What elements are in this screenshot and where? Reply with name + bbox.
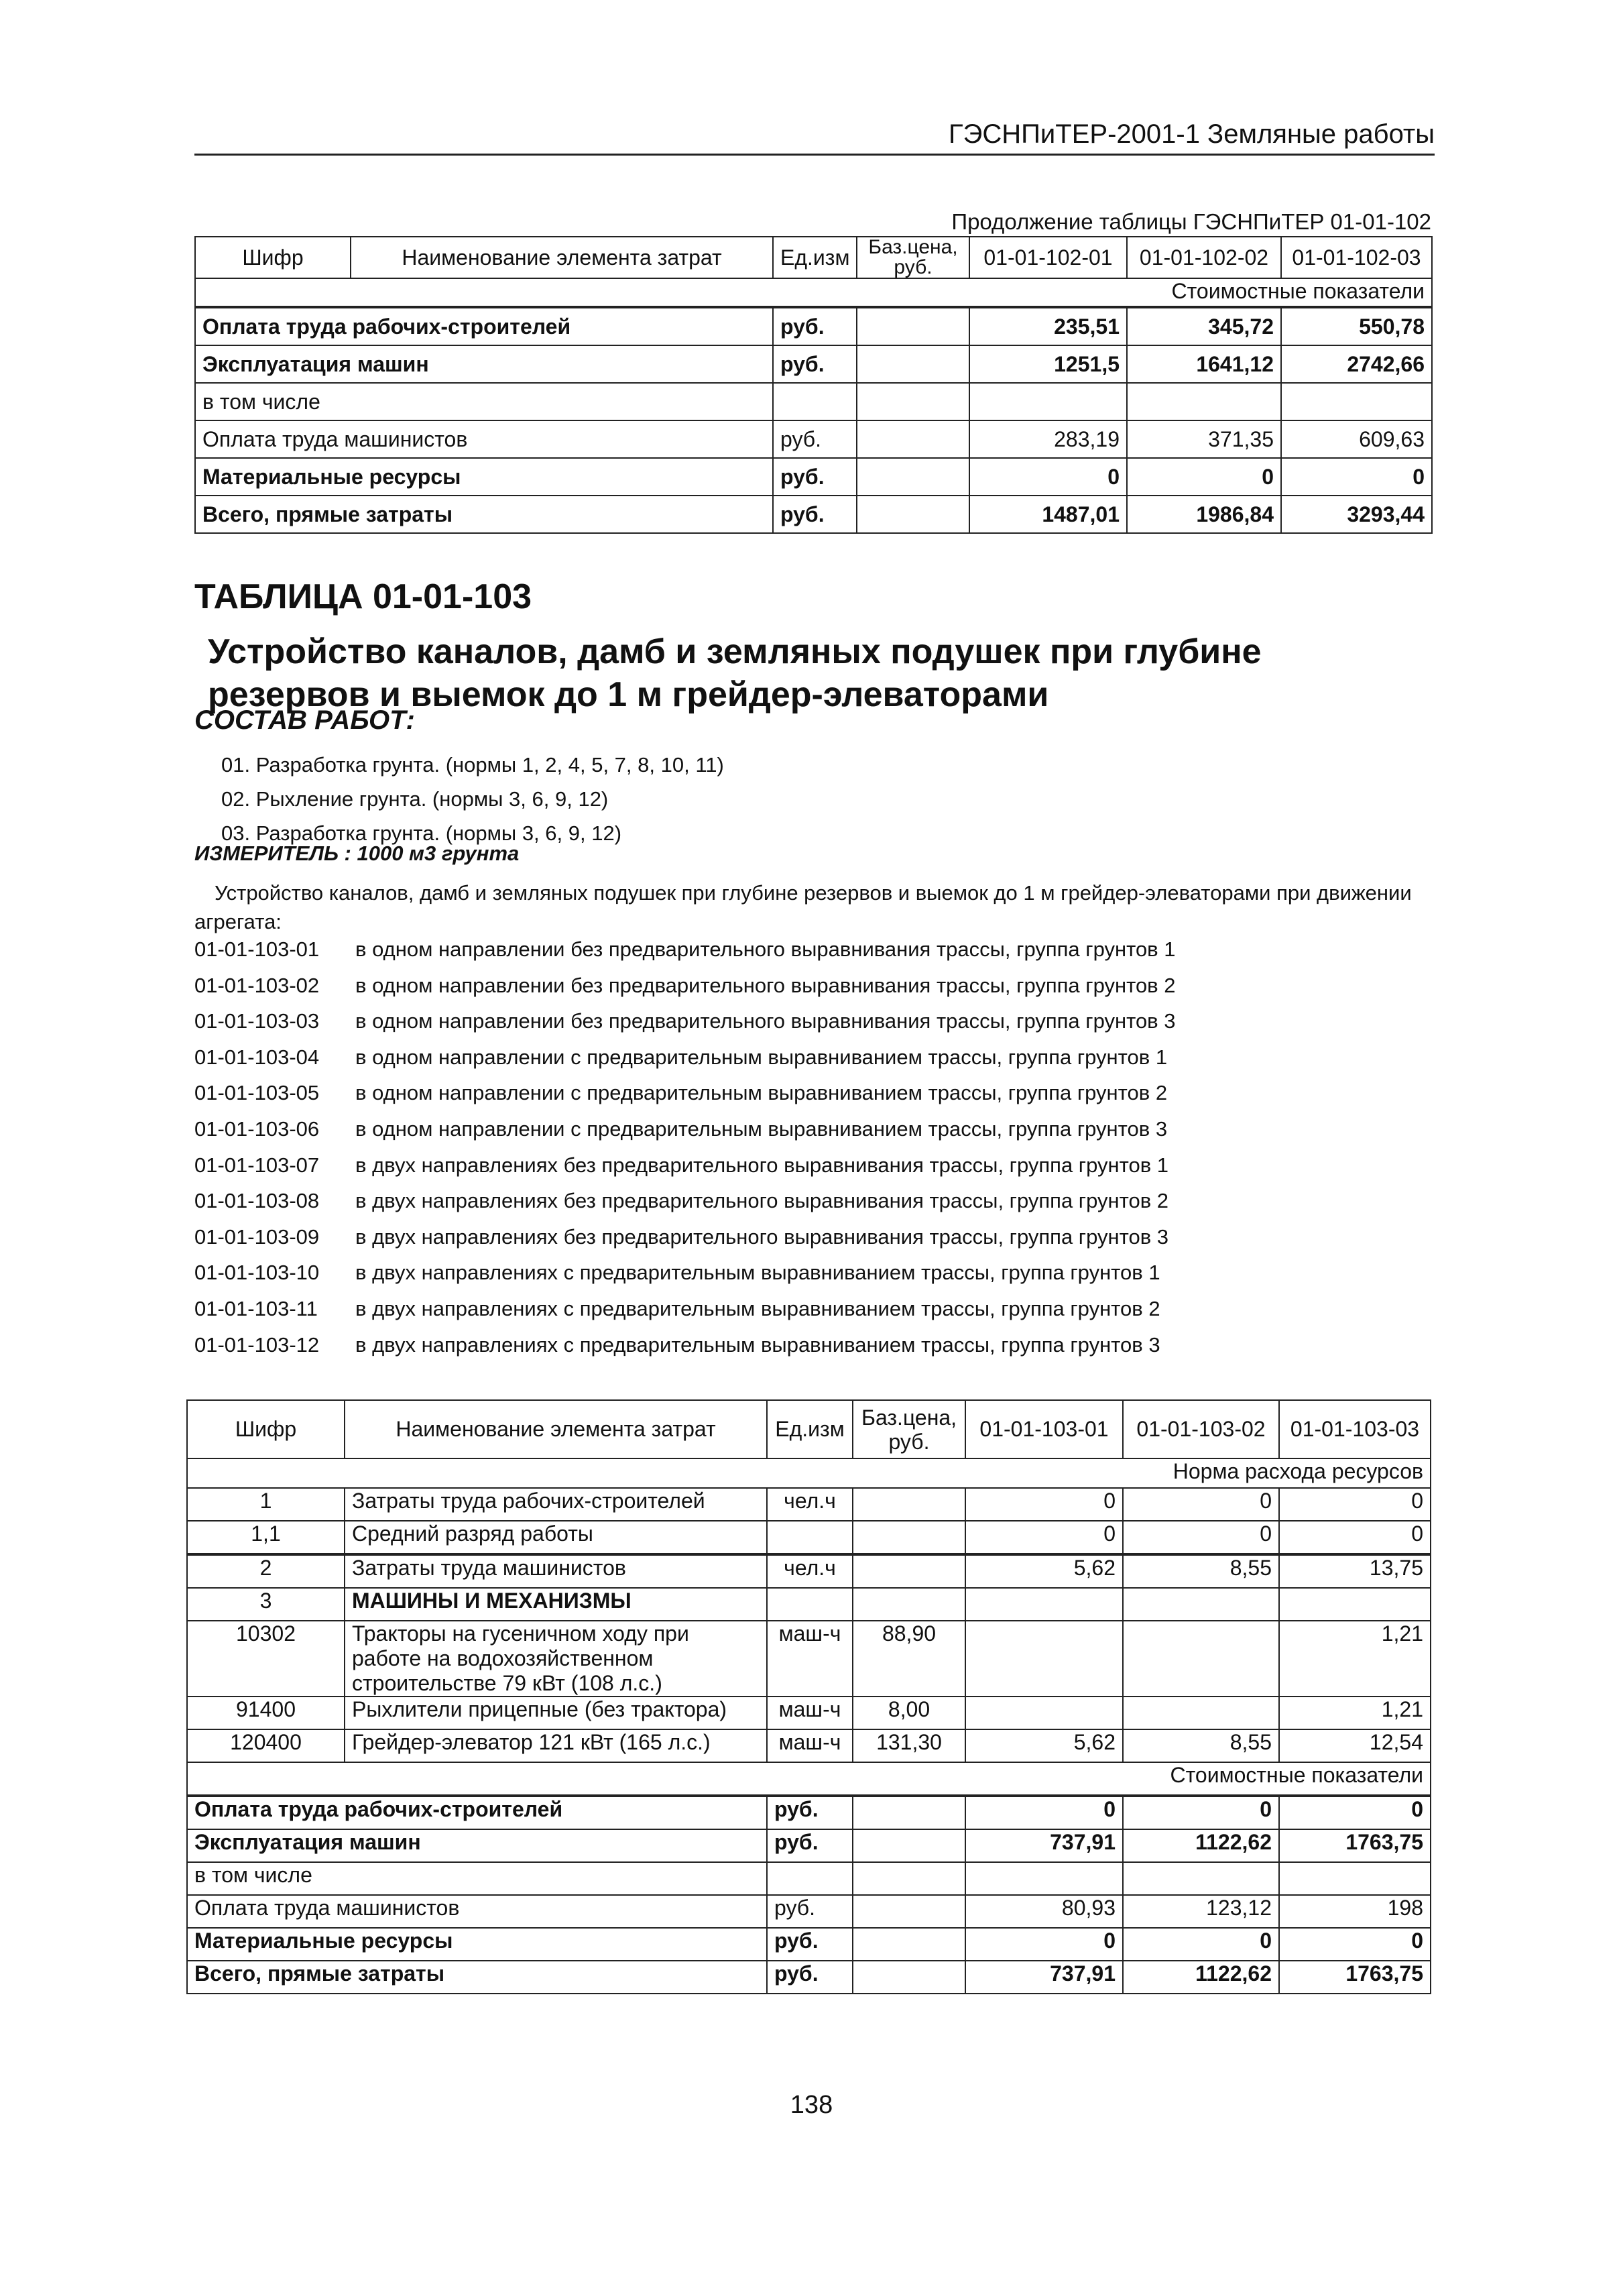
row-value: 0	[965, 1521, 1123, 1554]
work-item: 01. Разработка грунта. (нормы 1, 2, 4, 5, 7, 8, 10, 11)	[221, 753, 724, 777]
norm-text: в одном направлении без предварительного выравнивания трассы, группа грунтов 2	[355, 973, 1176, 997]
row-value: 0	[969, 458, 1127, 496]
resource-table-01-01-103	[186, 1399, 1431, 1994]
norm-item	[194, 1333, 1176, 1369]
table-row	[195, 420, 1432, 458]
table-row	[195, 383, 1432, 420]
row-value: 1487,01	[969, 496, 1127, 533]
row-value	[965, 1697, 1123, 1729]
row-value: 0	[1279, 1488, 1431, 1521]
row-unit: маш-ч	[767, 1729, 853, 1762]
row-value: 0	[965, 1796, 1123, 1829]
row-name: Средний разряд работы	[345, 1521, 767, 1554]
header-cell: Шифр	[195, 237, 351, 278]
running-header: ГЭСНПиТЕР-2001-1 Земляные работы	[194, 119, 1435, 156]
row-value	[965, 1862, 1123, 1895]
row-price	[853, 1928, 965, 1961]
table-title: ТАБЛИЦА 01-01-103	[194, 577, 532, 616]
row-code: 120400	[187, 1729, 345, 1762]
section-label: Стоимостные показатели	[187, 1762, 1431, 1796]
table-continuation-note: Продолжение таблицы ГЭСНПиТЕР 01-01-102	[951, 209, 1431, 234]
row-code: 91400	[187, 1697, 345, 1729]
row-code: 2	[187, 1554, 345, 1588]
row-value: 0	[1279, 1928, 1431, 1961]
row-value: 0	[1123, 1488, 1279, 1521]
row-value: 1986,84	[1127, 496, 1281, 533]
norm-text: в одном направлении без предварительного выравнивания трассы, группа грунтов 3	[355, 1009, 1176, 1033]
row-value	[969, 383, 1127, 420]
row-unit: руб.	[767, 1829, 853, 1862]
row-unit: маш-ч	[767, 1621, 853, 1697]
row-value	[1279, 1588, 1431, 1621]
row-value: 3293,44	[1281, 496, 1432, 533]
norm-item	[194, 1153, 1176, 1190]
unit-of-measure: ИЗМЕРИТЕЛЬ : 1000 м3 грунта	[194, 842, 520, 865]
table-row	[187, 1862, 1431, 1895]
row-name: Грейдер-элеватор 121 кВт (165 л.с.)	[345, 1729, 767, 1762]
row-unit: руб.	[773, 307, 857, 345]
norm-code: 01-01-103-04	[194, 1045, 320, 1069]
row-price	[853, 1895, 965, 1928]
norm-code: 01-01-103-06	[194, 1116, 320, 1141]
norm-item	[194, 1045, 1176, 1082]
norm-code: 01-01-103-05	[194, 1081, 320, 1105]
header-cell: Наименование элемента затрат	[345, 1400, 767, 1458]
norm-code: 01-01-103-09	[194, 1224, 320, 1249]
row-price	[853, 1488, 965, 1521]
table-row	[187, 1488, 1431, 1521]
row-unit: руб.	[773, 496, 857, 533]
table-row	[187, 1729, 1431, 1762]
row-value: 80,93	[965, 1895, 1123, 1928]
header-cell: Баз.цена, руб.	[857, 237, 969, 278]
row-value: 0	[1123, 1521, 1279, 1554]
norm-item	[194, 1117, 1176, 1153]
norm-code: 01-01-103-08	[194, 1189, 320, 1213]
row-price	[853, 1862, 965, 1895]
cost-table-01-01-102	[194, 236, 1433, 534]
header-cell: Шифр	[187, 1400, 345, 1458]
norm-code: 01-01-103-02	[194, 973, 320, 997]
row-unit: руб.	[767, 1796, 853, 1829]
section-label: Стоимостные показатели	[195, 278, 1432, 307]
row-name: Всего, прямые затраты	[195, 496, 773, 533]
row-unit: чел.ч	[767, 1554, 853, 1588]
row-value: 0	[965, 1488, 1123, 1521]
row-value: 0	[965, 1928, 1123, 1961]
row-value: 1122,62	[1123, 1961, 1279, 1994]
row-name: Оплата труда рабочих-строителей	[195, 307, 773, 345]
row-value: 8,55	[1123, 1554, 1279, 1588]
norm-text: в двух направлениях без предварительного выравнивания трассы, группа грунтов 2	[355, 1189, 1169, 1213]
row-unit: руб.	[767, 1928, 853, 1961]
row-price	[853, 1554, 965, 1588]
page-number: 138	[790, 2091, 833, 2119]
table-row	[187, 1521, 1431, 1554]
norm-item	[194, 937, 1176, 974]
row-price	[853, 1796, 965, 1829]
row-unit: руб.	[767, 1961, 853, 1994]
row-price	[857, 458, 969, 496]
row-name: Всего, прямые затраты	[187, 1961, 767, 1994]
table-row	[195, 496, 1432, 533]
header-cell: 01-01-102-02	[1127, 237, 1281, 278]
row-code: 3	[187, 1588, 345, 1621]
table-row	[187, 1697, 1431, 1729]
row-value: 198	[1279, 1895, 1431, 1928]
header-cell: 01-01-103-01	[965, 1400, 1123, 1458]
row-unit: руб.	[773, 420, 857, 458]
row-value: 5,62	[965, 1729, 1123, 1762]
row-name: МАШИНЫ И МЕХАНИЗМЫ	[345, 1588, 767, 1621]
norm-code: 01-01-103-11	[194, 1296, 318, 1320]
row-price: 8,00	[853, 1697, 965, 1729]
header-cell: 01-01-103-02	[1123, 1400, 1279, 1458]
norm-item	[194, 1297, 1176, 1333]
table-subtitle: Устройство каналов, дамб и земляных подушек при глубине резервов и выемок до 1 м грейдер-элеваторами	[208, 632, 1262, 714]
row-price	[853, 1588, 965, 1621]
table-row	[187, 1961, 1431, 1994]
row-name: Эксплуатация машин	[195, 345, 773, 383]
row-name: Оплата труда машинистов	[187, 1895, 767, 1928]
row-price	[857, 307, 969, 345]
row-value: 0	[1123, 1796, 1279, 1829]
row-value: 1,21	[1279, 1697, 1431, 1729]
row-price: 131,30	[853, 1729, 965, 1762]
row-value	[965, 1621, 1123, 1697]
norm-text: в двух направлениях с предварительным выравниванием трассы, группа грунтов 2	[355, 1296, 1160, 1320]
row-name: Оплата труда машинистов	[195, 420, 773, 458]
row-name: Материальные ресурсы	[187, 1928, 767, 1961]
row-value	[1123, 1697, 1279, 1729]
row-value: 8,55	[1123, 1729, 1279, 1762]
table-row	[187, 1554, 1431, 1588]
row-value: 1763,75	[1279, 1961, 1431, 1994]
norm-item	[194, 1225, 1176, 1261]
norm-text: в двух направлениях без предварительного выравнивания трассы, группа грунтов 1	[355, 1153, 1169, 1177]
row-price	[853, 1961, 965, 1994]
row-value: 0	[1279, 1521, 1431, 1554]
row-value	[1127, 383, 1281, 420]
row-code: 1	[187, 1488, 345, 1521]
work-item: 03. Разработка грунта. (нормы 3, 6, 9, 12)	[221, 821, 622, 845]
norm-text: в двух направлениях с предварительным выравниванием трассы, группа грунтов 3	[355, 1332, 1160, 1357]
norm-code: 01-01-103-10	[194, 1261, 320, 1285]
header-cell: Ед.изм	[773, 237, 857, 278]
row-value: 1763,75	[1279, 1829, 1431, 1862]
norm-code: 01-01-103-01	[194, 937, 320, 961]
header-cell: Баз.цена, руб.	[853, 1400, 965, 1458]
norm-item	[194, 1081, 1176, 1117]
table-row	[187, 1895, 1431, 1928]
table-row	[195, 307, 1432, 345]
norm-item	[194, 1009, 1176, 1045]
row-value: 737,91	[965, 1829, 1123, 1862]
row-name: Затраты труда машинистов	[345, 1554, 767, 1588]
table-row	[187, 1588, 1431, 1621]
norm-code: 01-01-103-03	[194, 1009, 320, 1033]
norm-item	[194, 1189, 1176, 1225]
row-value: 609,63	[1281, 420, 1432, 458]
table-row	[187, 1829, 1431, 1862]
row-name: Тракторы на гусеничном ходу при работе на водохозяйственном строительстве 79 кВт (108 л.с.)	[345, 1621, 767, 1697]
row-price: 88,90	[853, 1621, 965, 1697]
row-value: 123,12	[1123, 1895, 1279, 1928]
header-cell: 01-01-102-01	[969, 237, 1127, 278]
row-value: 2742,66	[1281, 345, 1432, 383]
row-price	[853, 1521, 965, 1554]
table-row	[187, 1928, 1431, 1961]
header-cell: Ед.изм	[767, 1400, 853, 1458]
composition-heading: СОСТАВ РАБОТ:	[194, 705, 415, 735]
work-list	[221, 748, 724, 850]
row-value: 5,62	[965, 1554, 1123, 1588]
row-name: Материальные ресурсы	[195, 458, 773, 496]
row-value: 345,72	[1127, 307, 1281, 345]
norm-code: 01-01-103-12	[194, 1332, 320, 1357]
row-unit: маш-ч	[767, 1697, 853, 1729]
row-value: 550,78	[1281, 307, 1432, 345]
row-name: Рыхлители прицепные (без трактора)	[345, 1697, 767, 1729]
work-item: 02. Рыхление грунта. (нормы 3, 6, 9, 12)	[221, 787, 609, 811]
row-value: 1251,5	[969, 345, 1127, 383]
row-value: 0	[1281, 458, 1432, 496]
row-code: 10302	[187, 1621, 345, 1697]
row-price	[853, 1829, 965, 1862]
row-value: 371,35	[1127, 420, 1281, 458]
row-name: Оплата труда рабочих-строителей	[187, 1796, 767, 1829]
row-value: 0	[1279, 1796, 1431, 1829]
row-unit	[767, 1521, 853, 1554]
row-value	[1123, 1862, 1279, 1895]
table-row	[187, 1621, 1431, 1697]
intro-paragraph: Устройство каналов, дамб и земляных подушек при глубине резервов и выемок до 1 м грейдер-элеваторами при движении агрегата:	[194, 881, 1412, 933]
table-row	[195, 345, 1432, 383]
row-code: 1,1	[187, 1521, 345, 1554]
row-value: 0	[1123, 1928, 1279, 1961]
norm-list	[194, 937, 1176, 1369]
row-unit: руб.	[773, 345, 857, 383]
row-unit	[767, 1588, 853, 1621]
row-name: в том числе	[195, 383, 773, 420]
row-value	[1123, 1588, 1279, 1621]
table-row	[195, 458, 1432, 496]
norm-text: в одном направлении с предварительным выравниванием трассы, группа грунтов 1	[355, 1045, 1168, 1069]
row-unit: руб.	[767, 1895, 853, 1928]
row-value: 0	[1127, 458, 1281, 496]
row-value: 283,19	[969, 420, 1127, 458]
row-value: 1641,12	[1127, 345, 1281, 383]
header-cell: Наименование элемента затрат	[351, 237, 773, 278]
row-price	[857, 345, 969, 383]
table-row	[187, 1796, 1431, 1829]
row-price	[857, 420, 969, 458]
header-cell: 01-01-102-03	[1281, 237, 1432, 278]
header-cell: 01-01-103-03	[1279, 1400, 1431, 1458]
row-name: в том числе	[187, 1862, 767, 1895]
row-value	[1281, 383, 1432, 420]
norm-text: в одном направлении с предварительным выравниванием трассы, группа грунтов 3	[355, 1116, 1168, 1141]
norm-code: 01-01-103-07	[194, 1153, 320, 1177]
row-value: 13,75	[1279, 1554, 1431, 1588]
row-value: 235,51	[969, 307, 1127, 345]
norm-item	[194, 974, 1176, 1010]
row-value: 1,21	[1279, 1621, 1431, 1697]
row-unit: чел.ч	[767, 1488, 853, 1521]
row-unit: руб.	[773, 458, 857, 496]
row-value	[1279, 1862, 1431, 1895]
norm-text: в двух направлениях без предварительного выравнивания трассы, группа грунтов 3	[355, 1224, 1169, 1249]
row-value: 12,54	[1279, 1729, 1431, 1762]
norm-text: в одном направлении с предварительным выравниванием трассы, группа грунтов 2	[355, 1081, 1168, 1105]
row-unit	[767, 1862, 853, 1895]
section-row	[187, 1762, 1431, 1796]
row-value	[1123, 1621, 1279, 1697]
row-name: Эксплуатация машин	[187, 1829, 767, 1862]
norm-text: в одном направлении без предварительного выравнивания трассы, группа грунтов 1	[355, 937, 1176, 961]
row-value	[965, 1588, 1123, 1621]
norm-text: в двух направлениях с предварительным выравниванием трассы, группа грунтов 1	[355, 1261, 1160, 1285]
norm-item	[194, 1261, 1176, 1297]
row-value: 737,91	[965, 1961, 1123, 1994]
row-price	[857, 496, 969, 533]
row-value: 1122,62	[1123, 1829, 1279, 1862]
row-name: Затраты труда рабочих-строителей	[345, 1488, 767, 1521]
row-price	[857, 383, 969, 420]
row-unit	[773, 383, 857, 420]
section-label: Норма расхода ресурсов	[187, 1458, 1431, 1488]
